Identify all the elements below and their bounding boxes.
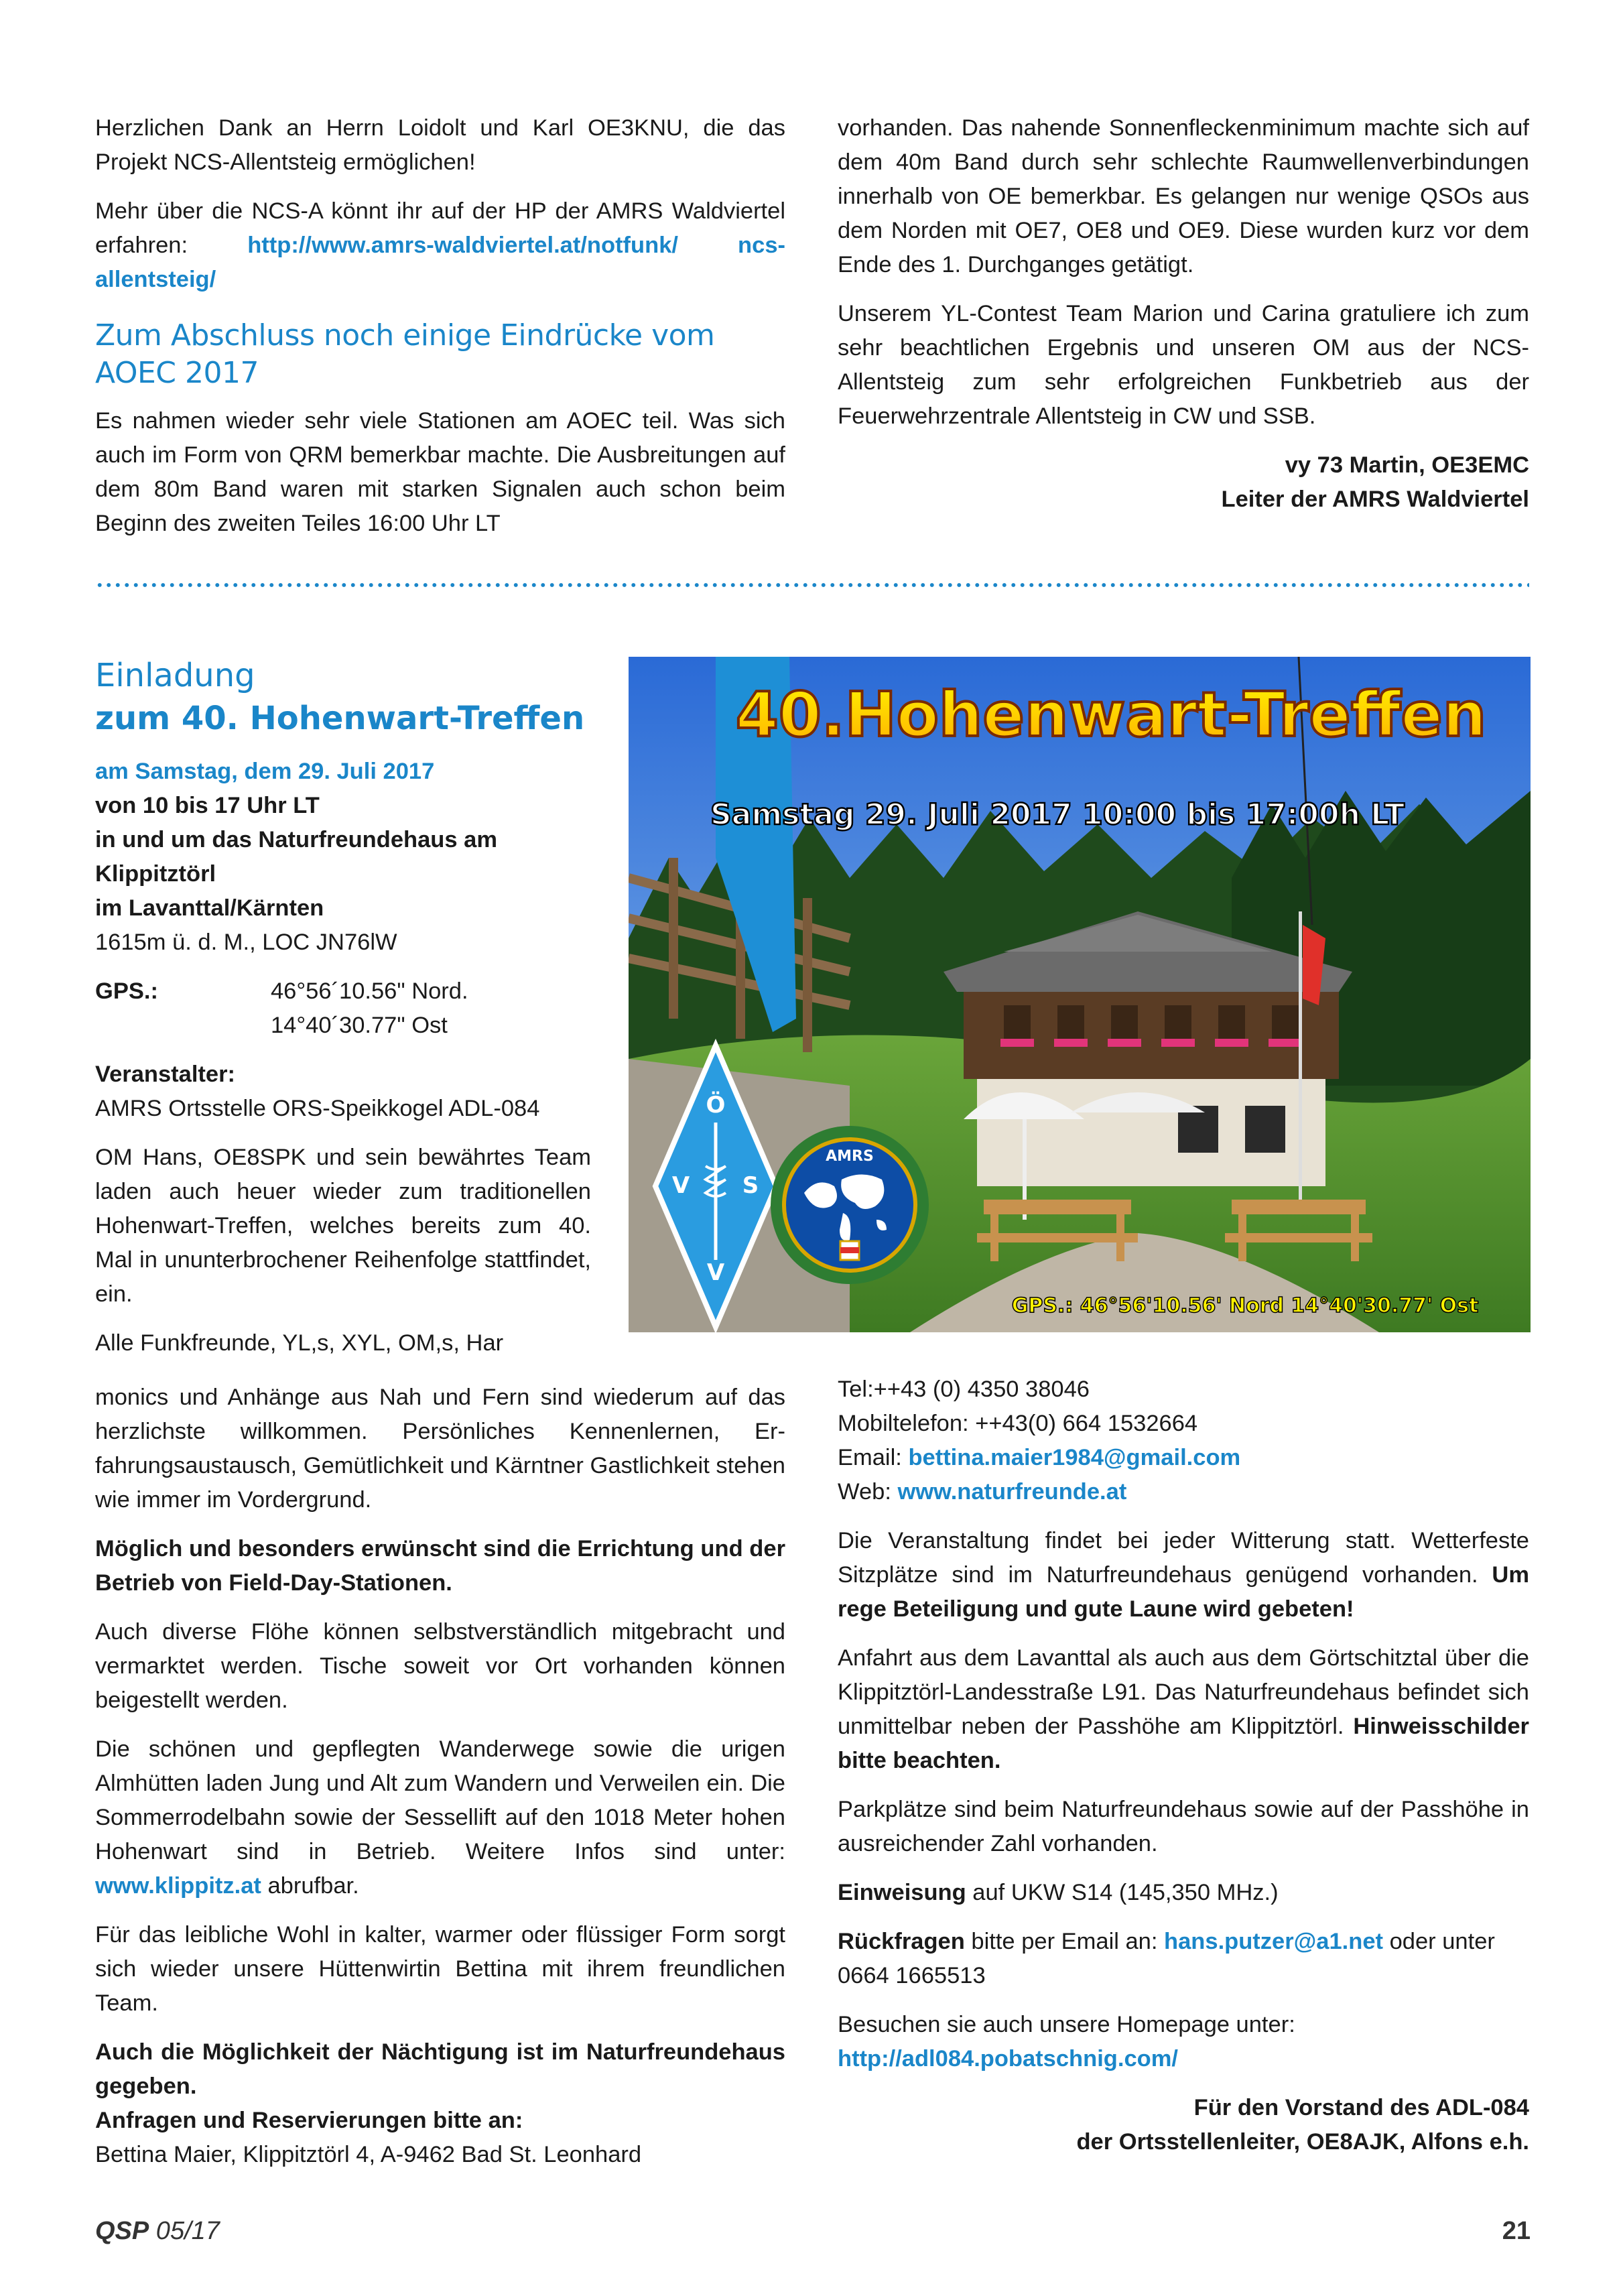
guidance-paragraph: Einweisung auf UKW S14 (145,350 MHz.) [838,1880,1279,1905]
parking-paragraph: Parkplätze sind beim Naturfreundehaus sowie auf der Passhöhe in ausreichender Zahl vorhanden. [838,1797,1529,1856]
event-poster-photo [629,657,1531,1332]
top-right-column [838,111,1529,531]
all-paragraph-start: Alle Funkfreunde, YL,s, XYL, OM,s, Har [95,1330,504,1356]
invite-region: im Lavanttal/Kärnten [95,895,324,921]
team-paragraph: OM Hans, OE8SPK und sein bewährtes Team laden auch heuer wieder zum traditionellen Hohenwart-Treffen, welches bereits zum 40. Mal in ununterbrochener Reihenfolge stattfindet, ein. [95,1145,591,1307]
directions-paragraph: Anfahrt aus dem Lavanttal als auch aus dem Görtschitztal über die Klippitztörl-Landesstraße L91. Das Naturfreundehaus befindet sich unmittelbar neben der Passhöhe am Klippitztörl. Hinweisschilder bitte beachten. [838,1645,1529,1773]
invite-header [95,654,591,1360]
poster-subtitle: Samstag 29. Juli 2017 10:00 bis 17:00h LT [710,798,1405,832]
sunspot-paragraph: vorhanden. Das nahende Sonnenfleckenminimum machte sich auf dem 40m Band durch sehr schlechte Raumwellenverbindungen innerhalb von OE bemerkbar. Es gelangen nur wenige QSOs aus dem Norden mit OE7, OE8 und OE9. Diese wurden kurz vor dem Ende des 1. Durchganges getätigt. [838,115,1529,277]
inquiry-paragraph: Rückfragen bitte per Email an: hans.putzer@a1.net oder unter 0664 1665513 [838,1929,1495,1988]
invite-right-column [838,1373,1529,2159]
contact-tel: Tel:++43 (0) 4350 38046 [838,1377,1090,1402]
contact-web-link[interactable]: www.naturfreunde.at [897,1479,1127,1505]
more-info-paragraph: Mehr über die NCS-A könnt ihr auf der HP der AMRS Waldviertel erfahren: http://www.amrs-waldviertel.at/notfunk/ ncs-allentsteig/ [95,198,785,292]
qsp-brand: QSP [95,2217,149,2245]
invite-title-line1: Einladung [95,657,255,694]
gps-values: 46°56´10.56" Nord. 14°40´30.77" Ost [271,978,468,1038]
footer-issue: QSP 05/17 [95,2217,220,2245]
signature: vy 73 Martin, OE3EMC Leiter der AMRS Waldviertel [1221,452,1529,512]
contact-web-row: Web: www.naturfreunde.at [838,1479,1127,1505]
poster-title: 40.Hohenwart-Treffen [735,679,1487,751]
contact-email-row: Email: bettina.maier1984@gmail.com [838,1445,1241,1470]
aoec-paragraph: Es nahmen wieder sehr viele Stationen am AOEC teil. Was sich auch im Form von QRM bemerkbar machte. Die Ausbreitungen auf dem 80m Band waren mit starken Signalen auch schon beim Beginn des zweiten Teiles 16:00 Uhr LT [95,408,785,536]
amrs-logo [771,1126,929,1284]
klippitz-link[interactable]: www.klippitz.at [95,1873,261,1899]
poster-gps: GPS.: 46°56'10.56' Nord 14°40'30.77' Ost [1011,1294,1479,1318]
invite-left-column [95,1381,785,2172]
svg-text:V: V [706,1259,725,1286]
dotted-divider [95,582,1529,588]
invite-place: in und um das Naturfreundehaus am Klippitztörl [95,827,497,887]
top-left-column [95,111,785,556]
hiking-paragraph: Die schönen und gepflegten Wanderwege sowie die urigen Almhütten laden Jung und Alt zum Wandern und Verweilen ein. Die Sommerrodelbahn sowie der Sessellift auf den 1018 Meter hohen Hohenwart sind in Betrieb. Weitere Infos sind unter: www.klippitz.at abrufbar. [95,1736,785,1899]
homepage-paragraph: Besuchen sie auch unsere Homepage unter: http://adl084.pobatschnig.com/ [838,2012,1295,2071]
inquiry-email-link[interactable]: hans.putzer@a1.net [1164,1929,1384,1954]
all-paragraph-rest: monics und Anhänge aus Nah und Fern sind wiederum auf das herzlichste willkommen. Persönliches Kennenlernen, Erfahrungsaustausch, Gemütlichkeit und Kärntner Gastlichkeit stehen wie immer im Vordergrund. [95,1385,785,1513]
amrs-link[interactable]: http://www.amrs-waldviertel.at/notfunk/ ncs-allentsteig/ [95,233,785,292]
invite-time: von 10 bis 17 Uhr LT [95,793,320,818]
page-number: 21 [1502,2217,1531,2245]
contact-mobile: Mobiltelefon: ++43(0) 664 1532664 [838,1411,1198,1436]
thanks-paragraph: Herzlichen Dank an Herrn Loidolt und Karl OE3KNU, die das Projekt NCS-Allentsteig ermöglichen! [95,115,785,175]
gps-label: GPS.: [95,978,158,1004]
gps-row [95,974,591,1043]
board-signature: Für den Vorstand des ADL-084 der Ortsstellenleiter, OE8AJK, Alfons e.h. [1076,2095,1529,2155]
aoec-heading: Zum Abschluss noch einige Eindrücke vom AOEC 2017 [95,318,715,390]
svg-text:V: V [671,1172,690,1199]
svg-text:AMRS: AMRS [826,1148,874,1165]
organizer-label: Veranstalter: [95,1062,236,1087]
fieldday-paragraph: Möglich und besonders erwünscht sind die Errichtung und der Betrieb von Field-Day-Stationen. [95,1536,785,1596]
weather-paragraph: Die Veranstaltung findet bei jeder Witterung statt. Wetterfeste Sitzplätze sind im Naturfreundehaus genügend vorhanden. Um rege Beteiligung und gute Laune wird gebeten! [838,1528,1529,1622]
contact-email-link[interactable]: bettina.maier1984@gmail.com [908,1445,1241,1470]
accommodation-paragraph: Auch die Möglichkeit der Nächtigung ist im Naturfreundehaus gegeben. Anfragen und Reservierungen bitte an: Bettina Maier, Klippitztörl 4, A-9462 Bad St. Leonhard [95,2039,785,2167]
invite-altitude: 1615m ü. d. M., LOC JN76lW [95,930,397,955]
organizer: AMRS Ortsstelle ORS-Speikkogel ADL-084 [95,1096,540,1121]
yl-contest-paragraph: Unserem YL-Contest Team Marion und Carina gratuliere ich zum sehr beachtlichen Ergebnis und unseren OM aus der NCS-Allentsteig zum sehr erfolgreichen Funkbetrieb aus der Feuerwehrzentrale Allentsteig in CW und SSB. [838,301,1529,429]
food-paragraph: Für das leibliche Wohl in kalter, warmer oder flüssiger Form sorgt sich wieder unsere Hüttenwirtin Bettina mit ihrem freundlichen Team. [95,1922,785,2016]
homepage-link[interactable]: http://adl084.pobatschnig.com/ [838,2046,1178,2071]
svg-text:S: S [742,1172,759,1199]
invite-title-line2: zum 40. Hohenwart-Treffen [95,700,585,737]
flea-paragraph: Auch diverse Flöhe können selbstverständlich mitgebracht und vermarktet werden. Tische soweit vor Ort vorhanden können beigestellt werden. [95,1619,785,1713]
invite-date: am Samstag, dem 29. Juli 2017 [95,759,435,784]
svg-text:Ö: Ö [706,1092,726,1119]
